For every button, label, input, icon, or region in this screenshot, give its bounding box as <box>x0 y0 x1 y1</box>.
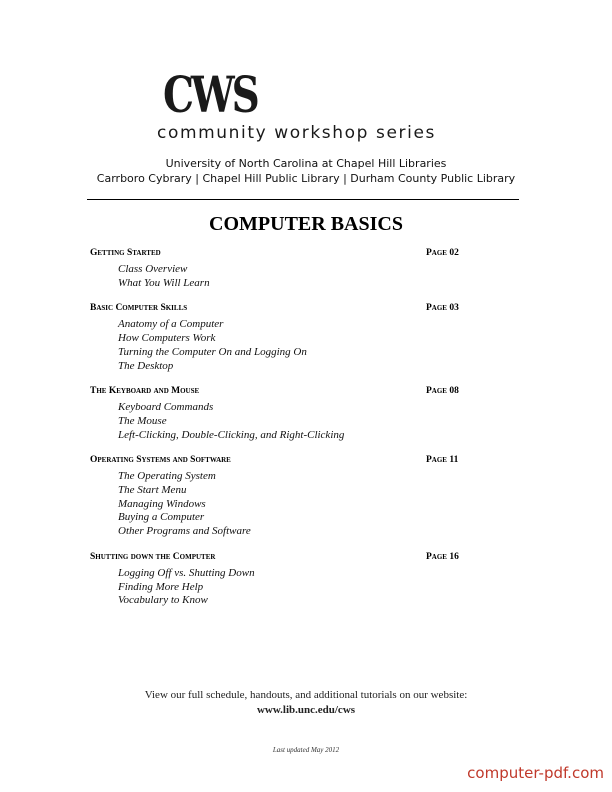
toc-section-title: Getting Started <box>90 248 161 258</box>
page-title: COMPUTER BASICS <box>209 213 403 235</box>
toc-page-number: Page 16 <box>426 551 459 562</box>
header-divider <box>87 199 519 200</box>
toc-item: Buying a Computer <box>118 511 205 524</box>
toc-item: How Computers Work <box>118 332 216 345</box>
toc-page-number: Page 03 <box>426 303 459 314</box>
last-updated-note: Last updated May 2012 <box>272 746 340 754</box>
logo-mark: CWS <box>163 65 257 124</box>
toc-item: Vocabulary to Know <box>118 594 208 607</box>
toc-item: Keyboard Commands <box>118 401 214 414</box>
toc-item: Logging Off vs. Shutting Down <box>118 566 255 579</box>
toc-item: The Desktop <box>118 359 174 372</box>
toc-page-number: Page 02 <box>426 248 459 258</box>
toc-item: What You Will Learn <box>118 276 210 289</box>
table-of-contents <box>90 248 520 621</box>
toc-item: The Start Menu <box>118 484 187 497</box>
affiliation-line-2: Carrboro Cybrary | Chapel Hill Public Library | Durham County Public Library <box>96 172 516 185</box>
toc-section-keyboard-and-mouse <box>90 386 520 442</box>
toc-item: Finding More Help <box>118 580 204 593</box>
toc-item: Turning the Computer On and Logging On <box>118 345 307 358</box>
toc-item: Left-Clicking, Double-Clicking, and Right-Clicking <box>118 428 345 441</box>
toc-page-number: Page 08 <box>426 386 459 397</box>
affiliation-line-1: University of North Carolina at Chapel Hill Libraries <box>165 157 447 170</box>
toc-item: Class Overview <box>118 263 188 275</box>
toc-section-shutting-down <box>90 552 520 608</box>
toc-section-title: The Keyboard and Mouse <box>90 386 200 397</box>
toc-item: Other Programs and Software <box>118 525 251 538</box>
toc-item: Managing Windows <box>118 497 206 510</box>
footer-schedule-note: View our full schedule, handouts, and additional tutorials on our website: <box>144 689 468 701</box>
logo-subtitle: community workshop series <box>157 123 436 143</box>
toc-item: The Operating System <box>118 470 216 483</box>
footer-website-link[interactable]: www.lib.unc.edu/cws <box>256 704 356 716</box>
toc-section-basic-computer-skills <box>90 303 520 373</box>
toc-page-number: Page 11 <box>426 455 459 466</box>
toc-section-title: Shutting down the Computer <box>90 551 216 562</box>
toc-item: Anatomy of a Computer <box>118 318 224 331</box>
toc-section-title: Basic Computer Skills <box>90 303 188 314</box>
toc-section-getting-started <box>90 248 520 290</box>
toc-item: The Mouse <box>118 414 167 427</box>
toc-section-title: Operating Systems and Software <box>90 455 231 466</box>
toc-section-operating-systems <box>90 455 520 539</box>
watermark: computer-pdf.com <box>467 764 604 782</box>
